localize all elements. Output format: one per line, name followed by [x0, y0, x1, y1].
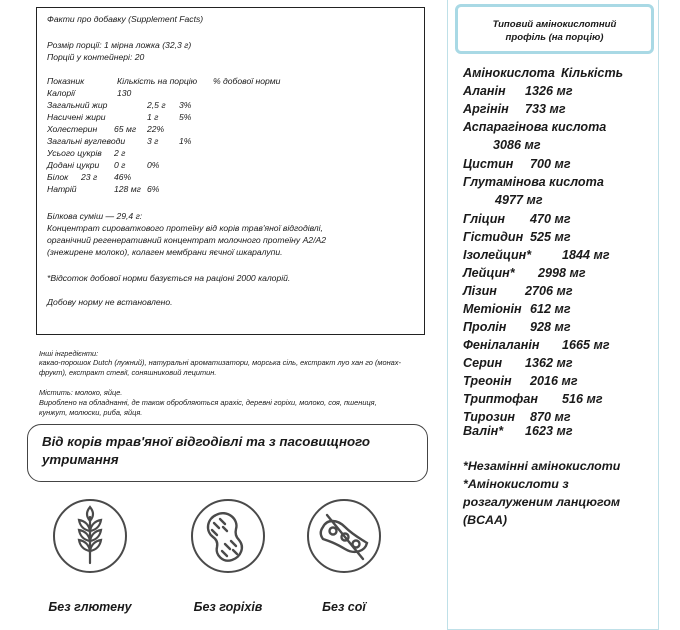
facts-row-name: Загальний жир [47, 100, 108, 110]
amino-name: Гліцин [463, 212, 506, 226]
amino-amount: 700 мг [530, 157, 571, 171]
amino-amount: 2998 мг [538, 266, 586, 280]
bcaa-note-line: розгалуженим ланцюгом [463, 495, 621, 509]
facts-row-name: Усього цукрів [47, 148, 102, 158]
facts-row-amount: 65 мг [114, 124, 137, 134]
footnote-no-dv: Добову норму не встановлено. [47, 297, 173, 307]
blend-line: Концентрат сироваткового протеїну від корів трав'яної відгодівлі, [47, 223, 323, 233]
blend-line: органічний регенеративний концентрат молочного протеїну A2/A2 [47, 235, 326, 245]
amino-name: Аспарагінова кислота [463, 120, 607, 134]
amino-amount: 470 мг [530, 212, 571, 226]
facts-row-name: Додані цукри [47, 160, 100, 170]
nut-free-label: Без горіхів [193, 600, 263, 614]
amino-name: Аланін [463, 84, 506, 98]
facts-row-dv: 3% [179, 100, 192, 110]
facts-row-dv: 46% [114, 172, 132, 182]
allergen-contains: Містить: молоко, яйце. [39, 388, 123, 397]
facts-row-amount: 128 мг [114, 184, 141, 194]
amino-amount: 2706 мг [525, 284, 573, 298]
facts-header-name: Показник [47, 76, 85, 86]
amino-name: Лейцин* [463, 266, 515, 280]
facts-row-name: Загальні вуглеводи [47, 136, 126, 146]
amino-name: Метіонін [463, 302, 522, 316]
facts-row-amount: 130 [117, 88, 132, 98]
facts-row-dv: 1% [179, 136, 192, 146]
amino-amount: 870 мг [530, 410, 571, 424]
amino-amount: 928 мг [530, 320, 571, 334]
amino-amount: 2016 мг [530, 374, 578, 388]
facts-row-dv: 5% [179, 112, 192, 122]
facts-row-amount: 0 г [114, 160, 126, 170]
amino-name: Глутамінова кислота [463, 175, 604, 189]
amino-amount: 612 мг [530, 302, 571, 316]
bcaa-note-line: (BCAA) [463, 513, 508, 527]
amino-amount: 1665 мг [562, 338, 610, 352]
facts-title: Факти про добавку (Supplement Facts) [47, 14, 204, 24]
amino-name: Тирозин [463, 410, 516, 424]
facts-header-amount: Кількість на порцію [117, 76, 198, 86]
amino-name: Лізин [463, 284, 497, 298]
blend-title: Білкова суміш — 29,4 г: [47, 211, 143, 221]
facts-row-name: Холестерин [47, 124, 98, 134]
facts-row-name: Насичені жири [47, 112, 106, 122]
amino-amount: 4977 мг [495, 193, 543, 207]
serving-size: Розмір порції: 1 мірна ложка (32,3 г) [47, 40, 192, 50]
servings-per-container: Порцій у контейнері: 20 [47, 52, 145, 62]
essential-note: *Незамінні амінокислоти [463, 459, 621, 473]
bcaa-note-line: *Амінокислоти з [463, 477, 569, 491]
amino-amount: 733 мг [525, 102, 566, 116]
supplement-facts-box [36, 7, 425, 335]
facts-row-amount: 2 г [114, 148, 126, 158]
facts-header-dv: % добової норми [213, 76, 281, 86]
amino-name: Гістидин [463, 230, 524, 244]
facility-warning-line: Вироблено на обладнанні, де також обробляються арахіс, деревні горіхи, молоко, соя, пшениця, [39, 398, 377, 407]
amino-name: Треонін [463, 374, 512, 388]
amino-name: Серин [463, 356, 503, 370]
facts-row-name: Калорії [47, 88, 75, 98]
amino-name: Пролін [463, 320, 507, 334]
amino-name: Валін* [463, 424, 504, 438]
facts-row-dv: 6% [147, 184, 160, 194]
soy-free-label: Без сої [322, 600, 366, 614]
amino-amount: 1326 мг [525, 84, 573, 98]
amino-amount: 1362 мг [525, 356, 573, 370]
other-ingredients-title: Інші інгредієнти: [39, 349, 99, 358]
amino-name: Фенілаланін [463, 338, 540, 352]
amino-name: Цистин [463, 157, 514, 171]
wheat-icon [51, 497, 129, 575]
amino-amount: 1623 мг [525, 424, 573, 438]
facility-warning-line: кунжут, молюски, риба, яйця. [39, 408, 143, 417]
facts-row-amount: 3 г [147, 136, 159, 146]
footnote-daily-value: *Відсоток добової норми базується на раціоні 2000 калорій. [47, 273, 291, 283]
amino-amount: 516 мг [562, 392, 603, 406]
facts-row-amount: 23 г [81, 172, 98, 182]
amino-panel-title: Типовий амінокислотний [492, 19, 617, 30]
facts-row-amount: 1 г [147, 112, 159, 122]
facts-row-name: Натрій [47, 184, 77, 194]
banner-line: утримання [42, 452, 119, 467]
soybean-icon [305, 497, 383, 575]
other-ingredients-line: фрукт), екстракт стевії, соняшниковий лецитин. [39, 368, 217, 377]
amino-amount: 3086 мг [493, 138, 541, 152]
amino-name: Аргінін [463, 102, 509, 116]
blend-line: (знежирене молоко), колаген мембрани яєчної шкаралупи. [47, 247, 283, 257]
peanut-icon [189, 497, 267, 575]
amino-header-amount: Кількість [561, 66, 624, 80]
facts-row-dv: 0% [147, 160, 160, 170]
amino-name: Ізолейцин* [463, 248, 532, 262]
amino-header-name: Амінокислота [463, 66, 555, 80]
banner-line: Від корів трав'яної відгодівлі та з пасовищного [42, 434, 371, 449]
grass-fed-banner [27, 424, 428, 482]
amino-amount: 525 мг [530, 230, 571, 244]
facts-row-dv: 22% [147, 124, 165, 134]
amino-name: Триптофан [463, 392, 538, 406]
other-ingredients-line: какао-порошок Dutch (лужний), натуральні ароматизатори, морська сіль, екстракт луо хан го (монах- [39, 358, 401, 367]
gluten-free-label: Без глютену [48, 600, 132, 614]
facts-row-name: Білок [47, 172, 69, 182]
amino-panel-subtitle: профіль (на порцію) [505, 32, 604, 43]
facts-row-amount: 2,5 г [147, 100, 166, 110]
amino-amount: 1844 мг [562, 248, 610, 262]
amino-panel-header [455, 4, 654, 54]
